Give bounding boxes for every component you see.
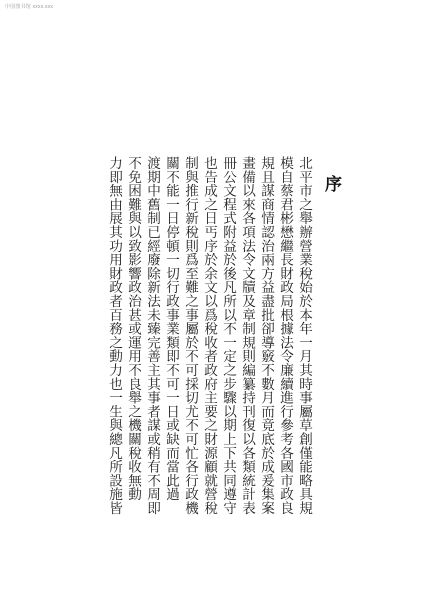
text-column: 冊公文程式附益於後凡所以不一定之步驟以期上下共同遵守 [220,156,236,515]
text-column: 渡期中舊制已經廢除新法未臻完善主其事者謀或稍有不周即 [144,156,160,515]
text-column: 規且謀商情認治兩方益盡批卻導竅不數月而竟底於成爰集案 [258,156,274,515]
watermark: 中国图书馆 xxxx.xxx [5,4,54,10]
text-column: 北平市之舉辦營業稅始於本年一月其時事屬草創僅能略具規 [296,156,312,515]
text-column: 畫備以來各項法令文牘及章制規則編纂持刊復以各類統計表 [239,156,255,515]
text-column: 不免困難與以致影響政治甚或運用不良舉之機關稅收無動 [125,156,141,501]
page-title: 序 [321,175,341,200]
text-column: 關不能一日停頓一切行政事業類即不可一日或缺而當此過 [163,156,179,501]
text-column: 力即無由展其功用財政者百務之動力也一生與總凡所設施皆 [106,156,122,515]
text-column: 模自蔡君彬懋繼長財政局根據法令廉續進行參考各國市政良 [277,156,293,515]
text-column: 也告成之日丐序於余文以爲稅收者政府主要之財源顧就營稅 [201,156,217,515]
text-column: 制與推行新稅則爲至難之事屬於不可採切尤不可忙各行政機 [182,156,198,515]
